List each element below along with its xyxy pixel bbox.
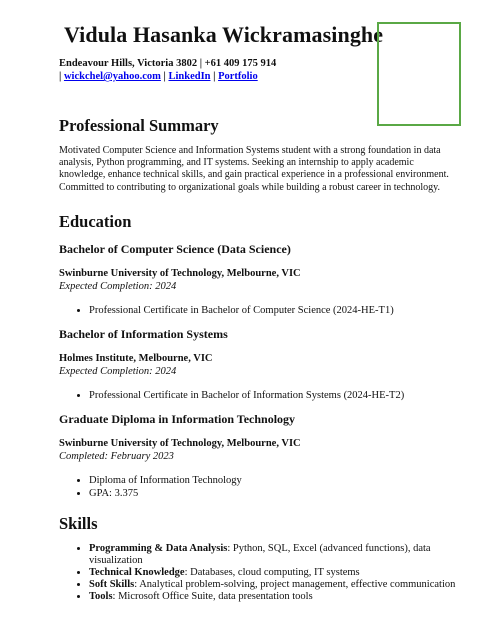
skill-label: Tools	[89, 590, 113, 602]
candidate-name: Vidula Hasanka Wickramasinghe	[64, 22, 384, 47]
photo-placeholder	[377, 22, 461, 126]
list-item: • Professional Certificate in Bachelor of Information Systems (2024-HE-T2)	[89, 389, 459, 402]
skill-label: Programming & Data Analysis	[89, 542, 228, 554]
skill-text: : Microsoft Office Suite, data presentation tools	[112, 590, 313, 602]
skill-text: : Databases, cloud computing, IT systems	[184, 566, 360, 578]
education-entry	[59, 327, 459, 402]
summary-heading: Professional Summary	[59, 116, 219, 135]
education-bullets	[59, 474, 459, 500]
completion-date: Expected Completion: 2024	[59, 365, 177, 377]
institution: Holmes Institute, Melbourne, VIC	[59, 352, 213, 364]
skill-item	[89, 543, 459, 567]
list-item: • GPA: 3.375	[89, 487, 459, 500]
portfolio-link[interactable]: Portfolio	[218, 71, 258, 82]
summary-text: Motivated Computer Science and Information Systems student with a strong foundation in data analysis, Python programming, and IT systems. Seeking an internship to apply academic knowledge, enhance technical skills, and gain practical experience in a professional environment. Committed to contributing to organizational goals while building a robust career in technology.	[59, 145, 449, 193]
separator: |	[160, 71, 169, 82]
institution: Swinburne University of Technology, Melbourne, VIC	[59, 267, 301, 279]
skill-text: : Python, SQL, Excel (advanced functions), data visualization	[89, 542, 431, 566]
skill-text: : Analytical problem-solving, project management, effective communication	[134, 578, 456, 590]
completion-date: Completed: February 2023	[59, 450, 174, 462]
degree-title: Bachelor of Computer Science (Data Science)	[59, 241, 291, 256]
separator: |	[210, 71, 219, 82]
education-bullets	[59, 389, 459, 402]
degree-title: Graduate Diploma in Information Technology	[59, 411, 296, 426]
list-item: • Professional Certificate in Bachelor of Computer Science (2024-HE-T1)	[89, 304, 459, 317]
education-entry	[59, 412, 459, 500]
list-item: • Diploma of Information Technology	[89, 474, 459, 487]
resume-body	[59, 116, 459, 603]
skills-heading: Skills	[59, 513, 98, 533]
skill-item	[89, 567, 459, 579]
education-heading: Education	[59, 211, 132, 231]
linkedin-link[interactable]: LinkedIn	[168, 71, 211, 82]
address-phone: Endeavour Hills, Victoria 3802 | +61 409 175 914	[59, 58, 277, 69]
education-entry	[59, 242, 459, 317]
completion-date: Expected Completion: 2024	[59, 280, 177, 292]
links-lead-separator: |	[59, 71, 64, 82]
links-line	[59, 70, 276, 83]
education-bullets	[59, 304, 459, 317]
skills-list	[59, 543, 459, 603]
skill-item	[89, 579, 459, 591]
skill-item	[89, 591, 459, 603]
degree-title: Bachelor of Information Systems	[59, 326, 228, 341]
skill-label: Technical Knowledge	[89, 566, 185, 578]
institution: Swinburne University of Technology, Melbourne, VIC	[59, 437, 301, 449]
email-link[interactable]: wickchel@yahoo.com	[63, 71, 161, 82]
contact-block	[59, 57, 276, 83]
skill-label: Soft Skills	[89, 578, 135, 590]
